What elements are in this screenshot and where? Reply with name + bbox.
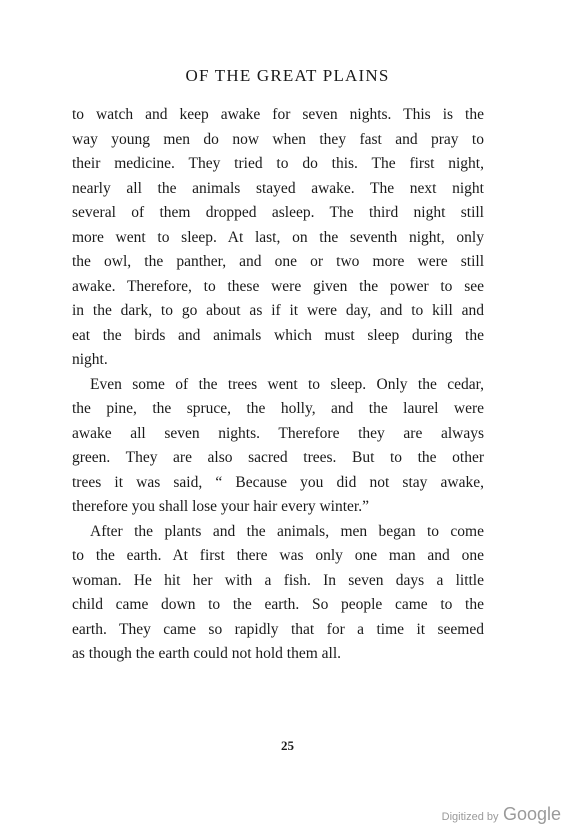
text-line: their medicine. They tried to do this. The first night, <box>72 155 484 172</box>
text-line: several of them dropped asleep. The third night still <box>72 204 484 221</box>
text-line: Even some of the trees went to sleep. Only the cedar, <box>90 375 484 393</box>
text-line: woman. He hit her with a fish. In seven days a little <box>72 571 484 589</box>
text-line: green. They are also sacred trees. But to the other <box>72 449 484 466</box>
digitization-watermark <box>442 804 561 825</box>
text-line: as though the earth could not hold them all. <box>72 645 342 662</box>
running-title: OF THE GREAT PLAINS <box>185 66 390 85</box>
watermark-prefix: Digitized by <box>441 811 499 823</box>
text-line: the pine, the spruce, the holly, and the laurel were <box>72 400 484 417</box>
text-line: child came down to the earth. So people came to the <box>72 596 484 613</box>
paragraph <box>72 373 484 520</box>
body-text <box>72 103 484 667</box>
text-line: the owl, the panther, and one or two more were still <box>72 253 484 270</box>
text-line: to the earth. At first there was only one man and one <box>72 547 484 564</box>
text-line: night. <box>72 351 108 368</box>
watermark-brand: Google <box>502 804 561 824</box>
text-line: awake. Therefore, to these were given the power to see <box>72 277 484 295</box>
text-line: nearly all the animals stayed awake. The next night <box>72 179 484 197</box>
page-number: 25 <box>281 738 294 753</box>
paragraph <box>72 103 484 373</box>
text-line: awake all seven nights. Therefore they are always <box>72 424 484 442</box>
text-line: therefore you shall lose your hair every winter.” <box>72 498 369 515</box>
text-line: to watch and keep awake for seven nights. This is the <box>72 106 484 123</box>
text-line: in the dark, to go about as if it were day, and to kill and <box>72 302 484 319</box>
text-line: earth. They came so rapidly that for a time it seemed <box>72 620 484 638</box>
text-line: After the plants and the animals, men began to come <box>90 522 484 540</box>
paragraph <box>72 520 484 667</box>
text-line: eat the birds and animals which must sleep during the <box>72 326 484 344</box>
text-line: trees it was said, “ Because you did not stay awake, <box>72 473 484 491</box>
text-line: way young men do now when they fast and pray to <box>72 130 484 148</box>
text-line: more went to sleep. At last, on the seventh night, only <box>72 228 484 246</box>
